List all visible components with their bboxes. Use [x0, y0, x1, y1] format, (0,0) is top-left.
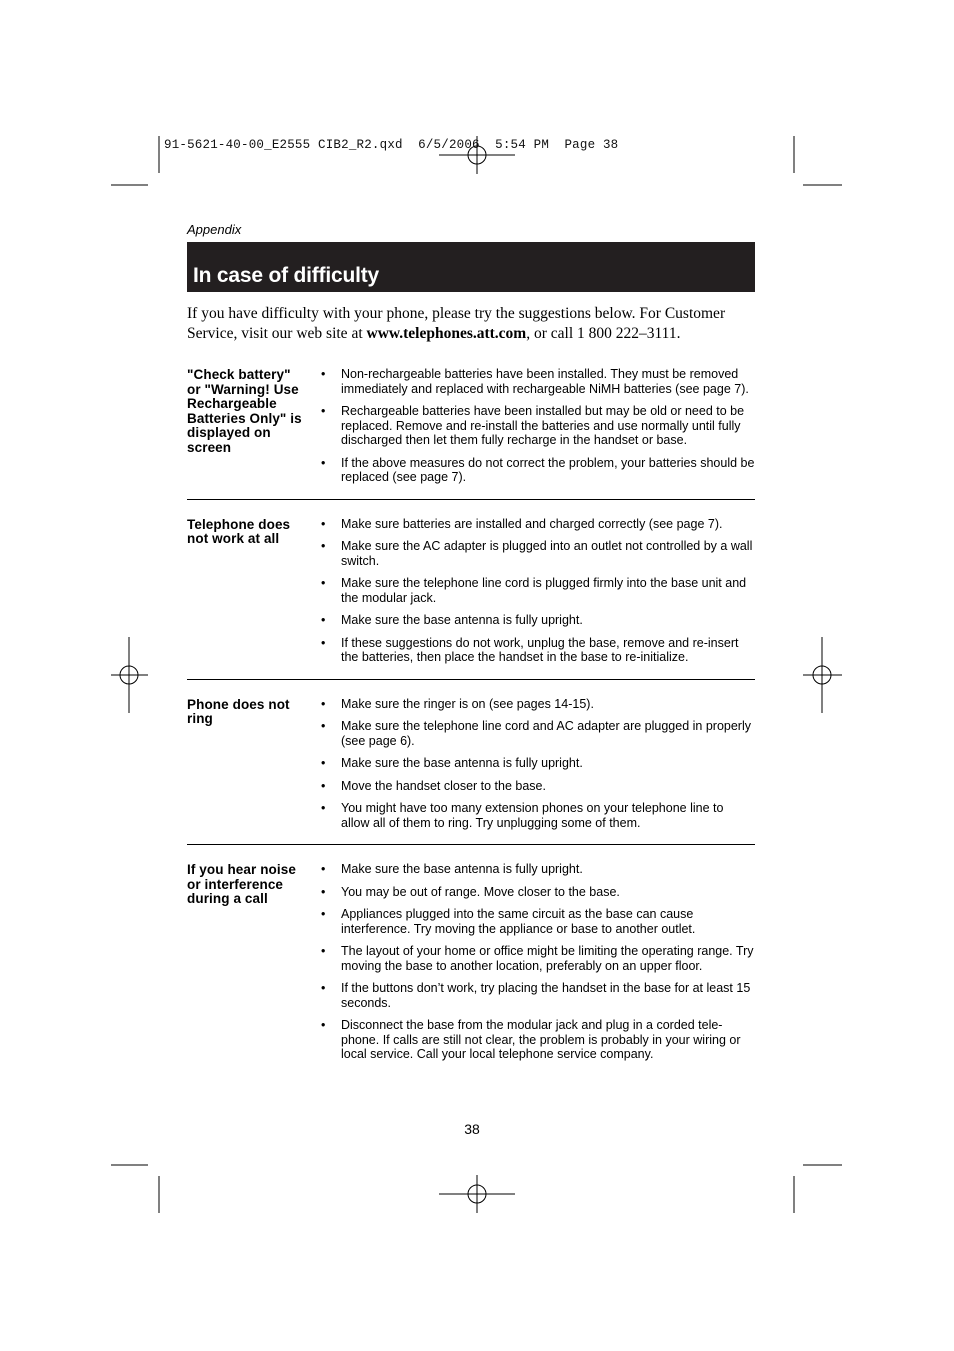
bullet-icon: • — [321, 981, 326, 995]
bullet-icon: • — [321, 635, 326, 650]
bullet-icon: • — [321, 455, 326, 470]
solution-text: If these suggestions do not work, unplug the base, remove and re-insert the batteries, then place the handset in the base to re-initialize. — [341, 635, 739, 664]
solution-text: If the buttons don’t work, try placing the handset in the base for at least 15 seconds. — [341, 981, 751, 1010]
solution-item — [321, 367, 755, 396]
solution-item — [321, 862, 755, 877]
solution-list — [321, 367, 755, 485]
solution-list — [321, 697, 755, 831]
bullet-icon: • — [321, 696, 326, 711]
title-bar — [187, 242, 755, 292]
problem-heading: Phone does not ring — [187, 696, 290, 726]
section-label: Appendix — [187, 222, 242, 237]
registration-target-left — [111, 637, 148, 713]
page-title: In case of difficulty — [193, 264, 379, 287]
solution-item — [321, 636, 755, 665]
bullet-icon: • — [321, 539, 326, 553]
solution-item — [321, 697, 755, 712]
solution-text: Make sure the base antenna is fully upright. — [341, 862, 583, 876]
intro-text-phone: , or call 1 800 222–3111. — [526, 324, 681, 342]
problem-section — [187, 367, 755, 500]
problem-section — [187, 697, 755, 846]
bullet-icon: • — [321, 907, 326, 921]
solution-text: If the above measures do not correct the problem, your batteries should be replaced (see page 7). — [341, 455, 755, 484]
problem-section — [187, 862, 755, 1076]
problem-section — [187, 517, 755, 680]
print-slug: 91-5621-40-00_E2555 CIB2_R2.qxd 6/5/2006 5:54 PM Page 38 — [164, 138, 619, 152]
solution-list — [321, 517, 755, 665]
bullet-icon: • — [321, 944, 326, 958]
solution-item — [321, 907, 755, 936]
solution-item — [321, 539, 755, 568]
solution-text: Make sure the ringer is on (see pages 14-15). — [341, 696, 594, 711]
bullet-icon: • — [321, 778, 326, 793]
solution-text: Move the handset closer to the base. — [341, 778, 546, 793]
problem-heading: Telephone does not work at all — [187, 516, 291, 546]
registration-target-bottom — [439, 1175, 515, 1213]
registration-target-right — [803, 637, 842, 713]
solution-item — [321, 456, 755, 485]
solution-text: Make sure batteries are installed and charged correctly (see page 7). — [341, 516, 723, 531]
solution-text: You may be out of range. Move closer to the base. — [341, 884, 620, 899]
bullet-icon: • — [321, 884, 326, 899]
bullet-icon: • — [321, 516, 326, 531]
solution-item — [321, 404, 755, 448]
bullet-icon: • — [321, 862, 326, 876]
website-link[interactable]: www.telephones.att.com — [366, 324, 527, 342]
solution-item — [321, 517, 755, 532]
solution-item — [321, 756, 755, 771]
bullet-icon: • — [321, 756, 326, 770]
bullet-icon: • — [321, 719, 326, 733]
intro-text: If you have difficulty with your phone, please try the suggestions below. For Customer Service, visit our web site at — [187, 305, 726, 342]
problem-heading: "Check battery" or "Warning! Use Rechargeable Batteries Only" is displayed on screen — [187, 367, 302, 455]
solution-text: Non-rechargeable batteries have been installed. They must be removed immediately and replaced with rechargeable NiMH batteries (see page 7). — [341, 367, 749, 396]
solution-item — [321, 779, 755, 794]
bullet-icon: • — [321, 367, 326, 381]
solution-item — [321, 719, 755, 748]
bullet-icon: • — [321, 613, 326, 627]
solution-text: Make sure the telephone line cord is plugged firmly into the base unit and the modular jack. — [341, 576, 747, 605]
bullet-icon: • — [321, 576, 326, 590]
solution-text: Appliances plugged into the same circuit as the base can cause interference. Try moving the appliance or base to another outlet. — [341, 907, 696, 936]
solution-text: Make sure the base antenna is fully upright. — [341, 613, 583, 627]
solution-item — [321, 885, 755, 900]
solution-item — [321, 576, 755, 605]
solution-text: Rechargeable batteries have been installed but may be old or need to be replaced. Remove and re-install the batteries and use normally until fully discharged then let them fully recharge in the handset or base. — [341, 404, 745, 447]
solution-item — [321, 1018, 755, 1062]
solution-text: The layout of your home or office might be limiting the operating range. Try moving the base to another location, preferably on an upper floor. — [341, 944, 754, 973]
bullet-icon: • — [321, 404, 326, 418]
bullet-icon: • — [321, 1018, 326, 1032]
problem-heading: If you hear noise or interference during a call — [187, 862, 296, 906]
page-number: 38 — [464, 1121, 480, 1137]
solution-text: Disconnect the base from the modular jack and plug in a corded tele-phone. If calls are still not clear, the problem is probably in your wiring or local service. Call your local telephone service company. — [341, 1018, 741, 1061]
solution-text: Make sure the base antenna is fully upright. — [341, 756, 583, 770]
bullet-icon: • — [321, 801, 326, 815]
troubleshooting-list — [187, 367, 755, 1076]
solution-text: Make sure the AC adapter is plugged into an outlet not controlled by a wall switch. — [341, 539, 753, 568]
intro-paragraph — [187, 304, 767, 343]
solution-list — [321, 862, 755, 1062]
solution-text: Make sure the telephone line cord and AC adapter are plugged in properly (see page 6). — [341, 719, 751, 748]
solution-item — [321, 944, 755, 973]
solution-item — [321, 981, 755, 1010]
solution-item — [321, 801, 755, 830]
solution-item — [321, 613, 755, 628]
solution-text: You might have too many extension phones on your telephone line to allow all of them to ring. Try unplugging some of them. — [341, 801, 724, 830]
